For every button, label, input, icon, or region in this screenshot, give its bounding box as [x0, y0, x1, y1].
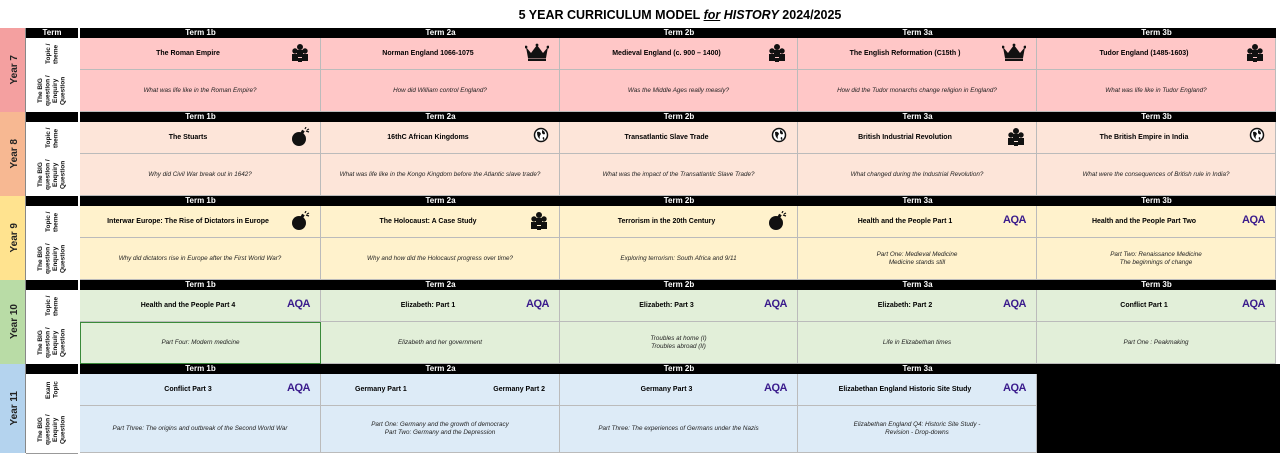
term-header: Term 2a [321, 364, 560, 374]
topic-title: Health and the People Part 4 [140, 302, 236, 309]
enquiry-question: Life in Elizabethan times [882, 338, 952, 346]
crown-icon [1002, 43, 1026, 63]
question-cell [1037, 322, 1276, 364]
topic-title: Conflict Part 1 [1120, 302, 1168, 309]
enquiry-question: How did William control England? [393, 86, 487, 94]
enquiry-question: What was the impact of the Transatlantic Slave Trade? [602, 170, 755, 178]
bomb-icon [767, 211, 787, 233]
topic-cell [798, 374, 1037, 406]
question-cell [321, 70, 560, 112]
topic-title: Medieval England (c. 900 – 1400) [612, 50, 721, 57]
enquiry-question: Troubles at home (I) Troubles abroad (II) [650, 334, 707, 350]
year-label-text: Year 8 [8, 139, 20, 169]
topic-label-text: Topic / theme [44, 127, 59, 149]
topic-title: Terrorism in the 20th Century [617, 218, 716, 225]
topic-cell [560, 374, 798, 406]
year-label-text: Year 10 [8, 304, 20, 340]
topic-title: British Industrial Revolution [858, 134, 952, 141]
enquiry-question: What was life like in the Roman Empire? [143, 86, 257, 94]
topic-label [26, 122, 78, 155]
soldiers-icon [1245, 43, 1265, 65]
term-header: Term 2b [560, 28, 798, 38]
year-label [3, 280, 26, 364]
topic-title: Tudor England (1485-1603) [1099, 50, 1189, 57]
enquiry-question: What was life like in Tudor England? [1105, 86, 1207, 94]
topic-title: Germany Part 1 [355, 386, 407, 393]
question-cell [798, 154, 1037, 196]
soldiers-icon [290, 43, 310, 65]
topic-label [26, 290, 78, 323]
question-cell [80, 70, 321, 112]
big-question-label-text: The BIG question / Enquiry Question [37, 159, 67, 191]
topic-cell [560, 290, 798, 322]
aqa-logo-icon: AQA [287, 382, 310, 394]
soldiers-icon [529, 211, 549, 233]
topic-label [26, 206, 78, 239]
question-cell [798, 406, 1037, 453]
topic-title: Interwar Europe: The Rise of Dictators in Europe [107, 218, 269, 225]
question-cell [80, 238, 321, 280]
topic-title: Elizabeth: Part 3 [639, 302, 694, 309]
topic-cell [321, 38, 560, 70]
enquiry-question: How did the Tudor monarchs change religion in England? [837, 86, 997, 94]
term-header: Term 3b [1037, 196, 1276, 206]
term-header: Term 3b [1037, 112, 1276, 122]
question-cell [560, 154, 798, 196]
term-header: Term 2a [321, 196, 560, 206]
question-cell [80, 322, 321, 364]
enquiry-question: Why did dictators rise in Europe after the First World War? [118, 254, 282, 262]
question-cell [1037, 238, 1276, 280]
question-cell [798, 322, 1037, 364]
label-term-slot [26, 28, 78, 38]
term-header: Term 3b [1037, 28, 1276, 38]
topic-cell [1037, 206, 1276, 238]
soldiers-icon [767, 43, 787, 65]
enquiry-question: Part Two: Renaissance Medicine The beginnings of change [1110, 250, 1202, 266]
question-cell [321, 322, 560, 364]
topic-cell [321, 290, 560, 322]
aqa-logo-icon: AQA [526, 298, 549, 310]
topic-title: 16thC African Kingdoms [387, 134, 469, 141]
empty-slot [1037, 364, 1280, 453]
term-header: Term 2b [560, 364, 798, 374]
enquiry-question: Part One: Medieval Medicine Medicine stands still [876, 250, 958, 266]
topic-title: Transatlantic Slave Trade [624, 134, 709, 141]
aqa-logo-icon: AQA [1003, 382, 1026, 394]
topic-cell [798, 122, 1037, 154]
topic-title: Conflict Part 3 [164, 386, 212, 393]
soldiers-icon [1006, 127, 1026, 149]
topic-cell [321, 374, 560, 406]
label-term-slot [26, 280, 78, 290]
term-header: Term 3a [798, 196, 1037, 206]
enquiry-question: Part Four: Modern medicine [161, 339, 240, 346]
question-cell [560, 322, 798, 364]
enquiry-question: Elizabethan England Q4: Historic Site Study - Revision - Drop-downs [853, 421, 981, 436]
year-label [3, 28, 26, 112]
enquiry-question: What was life like in the Kongo Kingdom before the Atlantic slave trade? [339, 170, 541, 178]
aqa-logo-icon: AQA [1003, 214, 1026, 226]
aqa-logo-icon: AQA [764, 382, 787, 394]
topic-cell [321, 122, 560, 154]
big-question-label [26, 406, 78, 454]
topic-title: Elizabethan England Historic Site Study [838, 386, 972, 393]
aqa-logo-icon: AQA [1242, 298, 1265, 310]
topic-cell [798, 290, 1037, 322]
term-header: Term 2a [321, 28, 560, 38]
enquiry-question: Elizabeth and her government [397, 338, 482, 346]
question-cell [321, 154, 560, 196]
topic-title: The Holocaust: A Case Study [379, 218, 477, 225]
term-header: Term 1b [80, 280, 321, 290]
year-label-text: Year 7 [8, 55, 20, 85]
question-cell [321, 406, 560, 453]
question-cell [80, 406, 321, 453]
enquiry-question: Was the Middle Ages really measly? [627, 86, 730, 94]
topic-cell [80, 290, 321, 322]
topic-cell [80, 374, 321, 406]
question-cell [80, 154, 321, 196]
big-question-label [26, 322, 78, 365]
topic-cell [1037, 290, 1276, 322]
topic-title: The British Empire in India [1099, 134, 1189, 141]
globe-icon [1249, 127, 1265, 145]
big-question-label-text: The BIG question / Enquiry Question [37, 75, 67, 107]
aqa-logo-icon: AQA [1242, 214, 1265, 226]
aqa-logo-icon: AQA [764, 298, 787, 310]
topic-label-text: Topic / theme [44, 295, 59, 317]
year-label-text: Year 9 [8, 223, 20, 253]
big-question-label [26, 238, 78, 281]
topic-cell [560, 122, 798, 154]
globe-icon [771, 127, 787, 145]
aqa-logo-icon: AQA [287, 298, 310, 310]
topic-title-secondary: Germany Part 2 [493, 386, 545, 393]
term-header: Term 3b [1037, 280, 1276, 290]
topic-cell [798, 206, 1037, 238]
term-column-header: Term [42, 28, 62, 37]
enquiry-question: Part One: Germany and the growth of democracy Part Two: Germany and the Depression [371, 421, 509, 436]
term-header: Term 1b [80, 28, 321, 38]
aqa-logo-icon: AQA [1003, 298, 1026, 310]
term-header: Term 2b [560, 196, 798, 206]
topic-cell [80, 38, 321, 70]
topic-cell [80, 122, 321, 154]
term-header: Term 1b [80, 364, 321, 374]
topic-cell [798, 38, 1037, 70]
label-term-slot [26, 112, 78, 122]
topic-title: The Stuarts [168, 134, 208, 141]
topic-title: Elizabeth: Part 2 [877, 302, 933, 309]
enquiry-question: Part Three: The experiences of Germans under the Nazis [598, 425, 759, 432]
topic-title: Health and the People Part 1 [857, 218, 953, 225]
topic-label-text: Exam Topic [44, 381, 59, 399]
question-cell [560, 406, 798, 453]
big-question-label [26, 154, 78, 197]
enquiry-question: Why did Civil War break out in 1642? [148, 170, 252, 178]
year-label [3, 196, 26, 280]
question-cell [798, 238, 1037, 280]
topic-title: The English Reformation (C15th ) [849, 50, 961, 57]
enquiry-question: Exploring terrorism: South Africa and 9/11 [620, 254, 737, 262]
term-header: Term 3a [798, 112, 1037, 122]
enquiry-question: What changed during the Industrial Revolution? [850, 170, 984, 178]
year-label [3, 112, 26, 196]
bomb-icon [290, 127, 310, 149]
big-question-label-text: The BIG question / Enquiry Question [37, 243, 67, 275]
question-cell [560, 238, 798, 280]
label-term-slot [26, 196, 78, 206]
term-header: Term 1b [80, 196, 321, 206]
globe-icon [533, 127, 549, 145]
big-question-label-text: The BIG question / Enquiry Question [37, 327, 67, 359]
topic-label [26, 38, 78, 71]
topic-cell [80, 206, 321, 238]
page-title: 5 YEAR CURRICULUM MODEL for HISTORY 2024/2025 [518, 8, 842, 22]
year-label-text: Year 11 [8, 391, 20, 426]
enquiry-question: Part Three: The origins and outbreak of the Second World War [112, 425, 288, 432]
topic-cell [1037, 38, 1276, 70]
question-cell [321, 238, 560, 280]
topic-cell [321, 206, 560, 238]
term-header: Term 2a [321, 112, 560, 122]
question-cell [1037, 154, 1276, 196]
year-label [3, 364, 26, 453]
big-question-label [26, 70, 78, 113]
question-cell [560, 70, 798, 112]
enquiry-question: Part One : Peakmaking [1123, 338, 1189, 346]
topic-cell [1037, 122, 1276, 154]
topic-cell [560, 38, 798, 70]
topic-label-text: Topic / theme [44, 43, 59, 65]
label-term-slot [26, 364, 78, 374]
topic-title: Germany Part 3 [640, 386, 693, 393]
topic-title: Elizabeth: Part 1 [400, 302, 456, 309]
topic-label-text: Topic / theme [44, 211, 59, 233]
big-question-label-text: The BIG question / Enquiry Question [37, 414, 67, 445]
term-header: Term 2a [321, 280, 560, 290]
term-header: Term 3a [798, 280, 1037, 290]
topic-title: Health and the People Part Two [1091, 218, 1197, 225]
topic-label [26, 374, 78, 407]
term-header: Term 3a [798, 28, 1037, 38]
question-cell [798, 70, 1037, 112]
topic-title: Norman England 1066-1075 [382, 50, 474, 57]
bomb-icon [290, 211, 310, 233]
topic-cell [560, 206, 798, 238]
term-header: Term 2b [560, 112, 798, 122]
enquiry-question: What were the consequences of British rule in India? [1082, 170, 1230, 178]
term-header: Term 1b [80, 112, 321, 122]
term-header: Term 2b [560, 280, 798, 290]
question-cell [1037, 70, 1276, 112]
crown-icon [525, 43, 549, 63]
topic-title: The Roman Empire [156, 50, 220, 57]
enquiry-question: Why and how did the Holocaust progress over time? [367, 254, 513, 262]
term-header: Term 3a [798, 364, 1037, 374]
